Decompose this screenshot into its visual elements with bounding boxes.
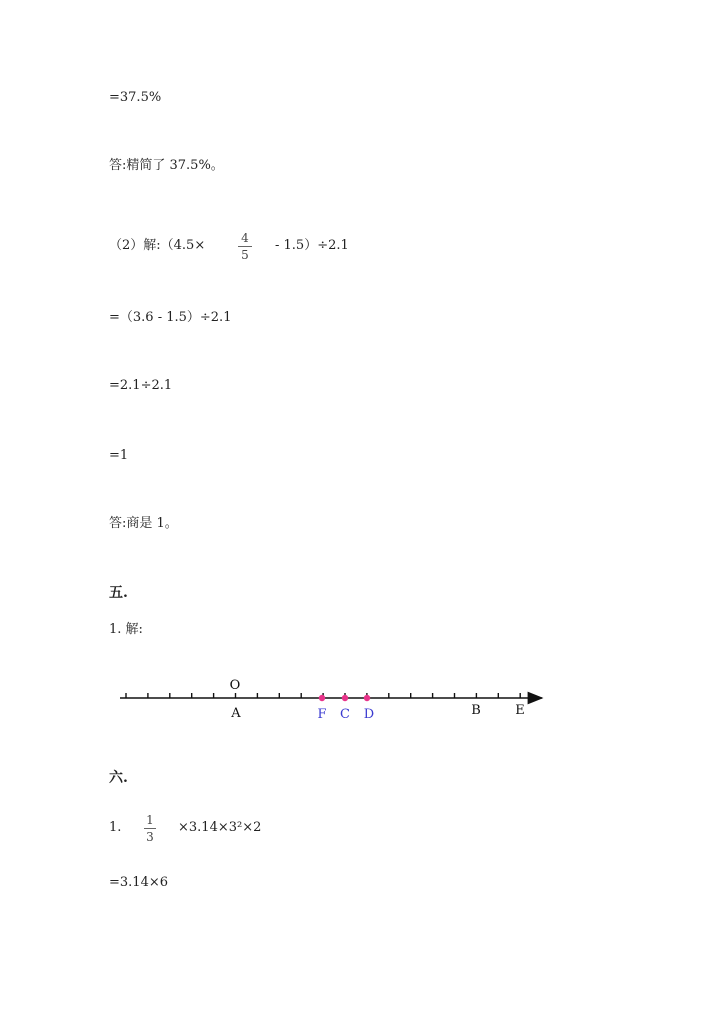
fraction-bar bbox=[238, 246, 252, 247]
label-point-e: E bbox=[515, 703, 525, 718]
calc-line-part2 bbox=[109, 238, 205, 254]
fraction-numerator: 4 bbox=[241, 231, 249, 245]
section-heading-5: 五. bbox=[109, 585, 128, 601]
label-point-b: B bbox=[471, 703, 481, 718]
answer-line-1: 答:精简了 37.5%。 bbox=[109, 158, 224, 173]
calc-line-step2: =2.1÷2.1 bbox=[109, 378, 173, 393]
section6-item2: =3.14×6 bbox=[109, 875, 169, 890]
fraction-numerator: 1 bbox=[146, 813, 154, 827]
fraction-bar bbox=[144, 828, 156, 829]
fraction-four-fifths bbox=[238, 231, 252, 262]
section-heading-6: 六. bbox=[109, 770, 128, 786]
label-origin-o: O bbox=[229, 678, 241, 693]
point-d-marker bbox=[364, 695, 370, 701]
answer-line-2: 答:商是 1。 bbox=[109, 516, 178, 531]
fraction-one-third bbox=[144, 813, 156, 844]
label-point-f: F bbox=[317, 707, 327, 722]
calc-line-result-percent: =37.5% bbox=[109, 90, 162, 105]
fraction-denominator: 3 bbox=[146, 830, 154, 844]
point-c-marker bbox=[342, 695, 348, 701]
section5-item1: 1. 解: bbox=[109, 622, 143, 637]
label-point-c: C bbox=[340, 707, 350, 722]
section6-item1-expression: ×3.14×3²×2 bbox=[178, 820, 262, 835]
section6-item1-prefix: 1. bbox=[109, 820, 122, 835]
point-f-marker bbox=[319, 695, 325, 701]
label-point-a: A bbox=[231, 706, 241, 721]
number-line-svg bbox=[118, 672, 548, 728]
part2-expression-end: - 1.5）÷2.1 bbox=[275, 238, 349, 253]
label-point-d: D bbox=[363, 707, 375, 722]
calc-line-step3: =1 bbox=[109, 448, 129, 463]
fraction-denominator: 5 bbox=[241, 248, 249, 262]
calc-line-step1: =（3.6 - 1.5）÷2.1 bbox=[109, 310, 232, 325]
number-line bbox=[118, 672, 548, 728]
part2-expression-start: （2）解:（4.5× bbox=[109, 238, 206, 253]
